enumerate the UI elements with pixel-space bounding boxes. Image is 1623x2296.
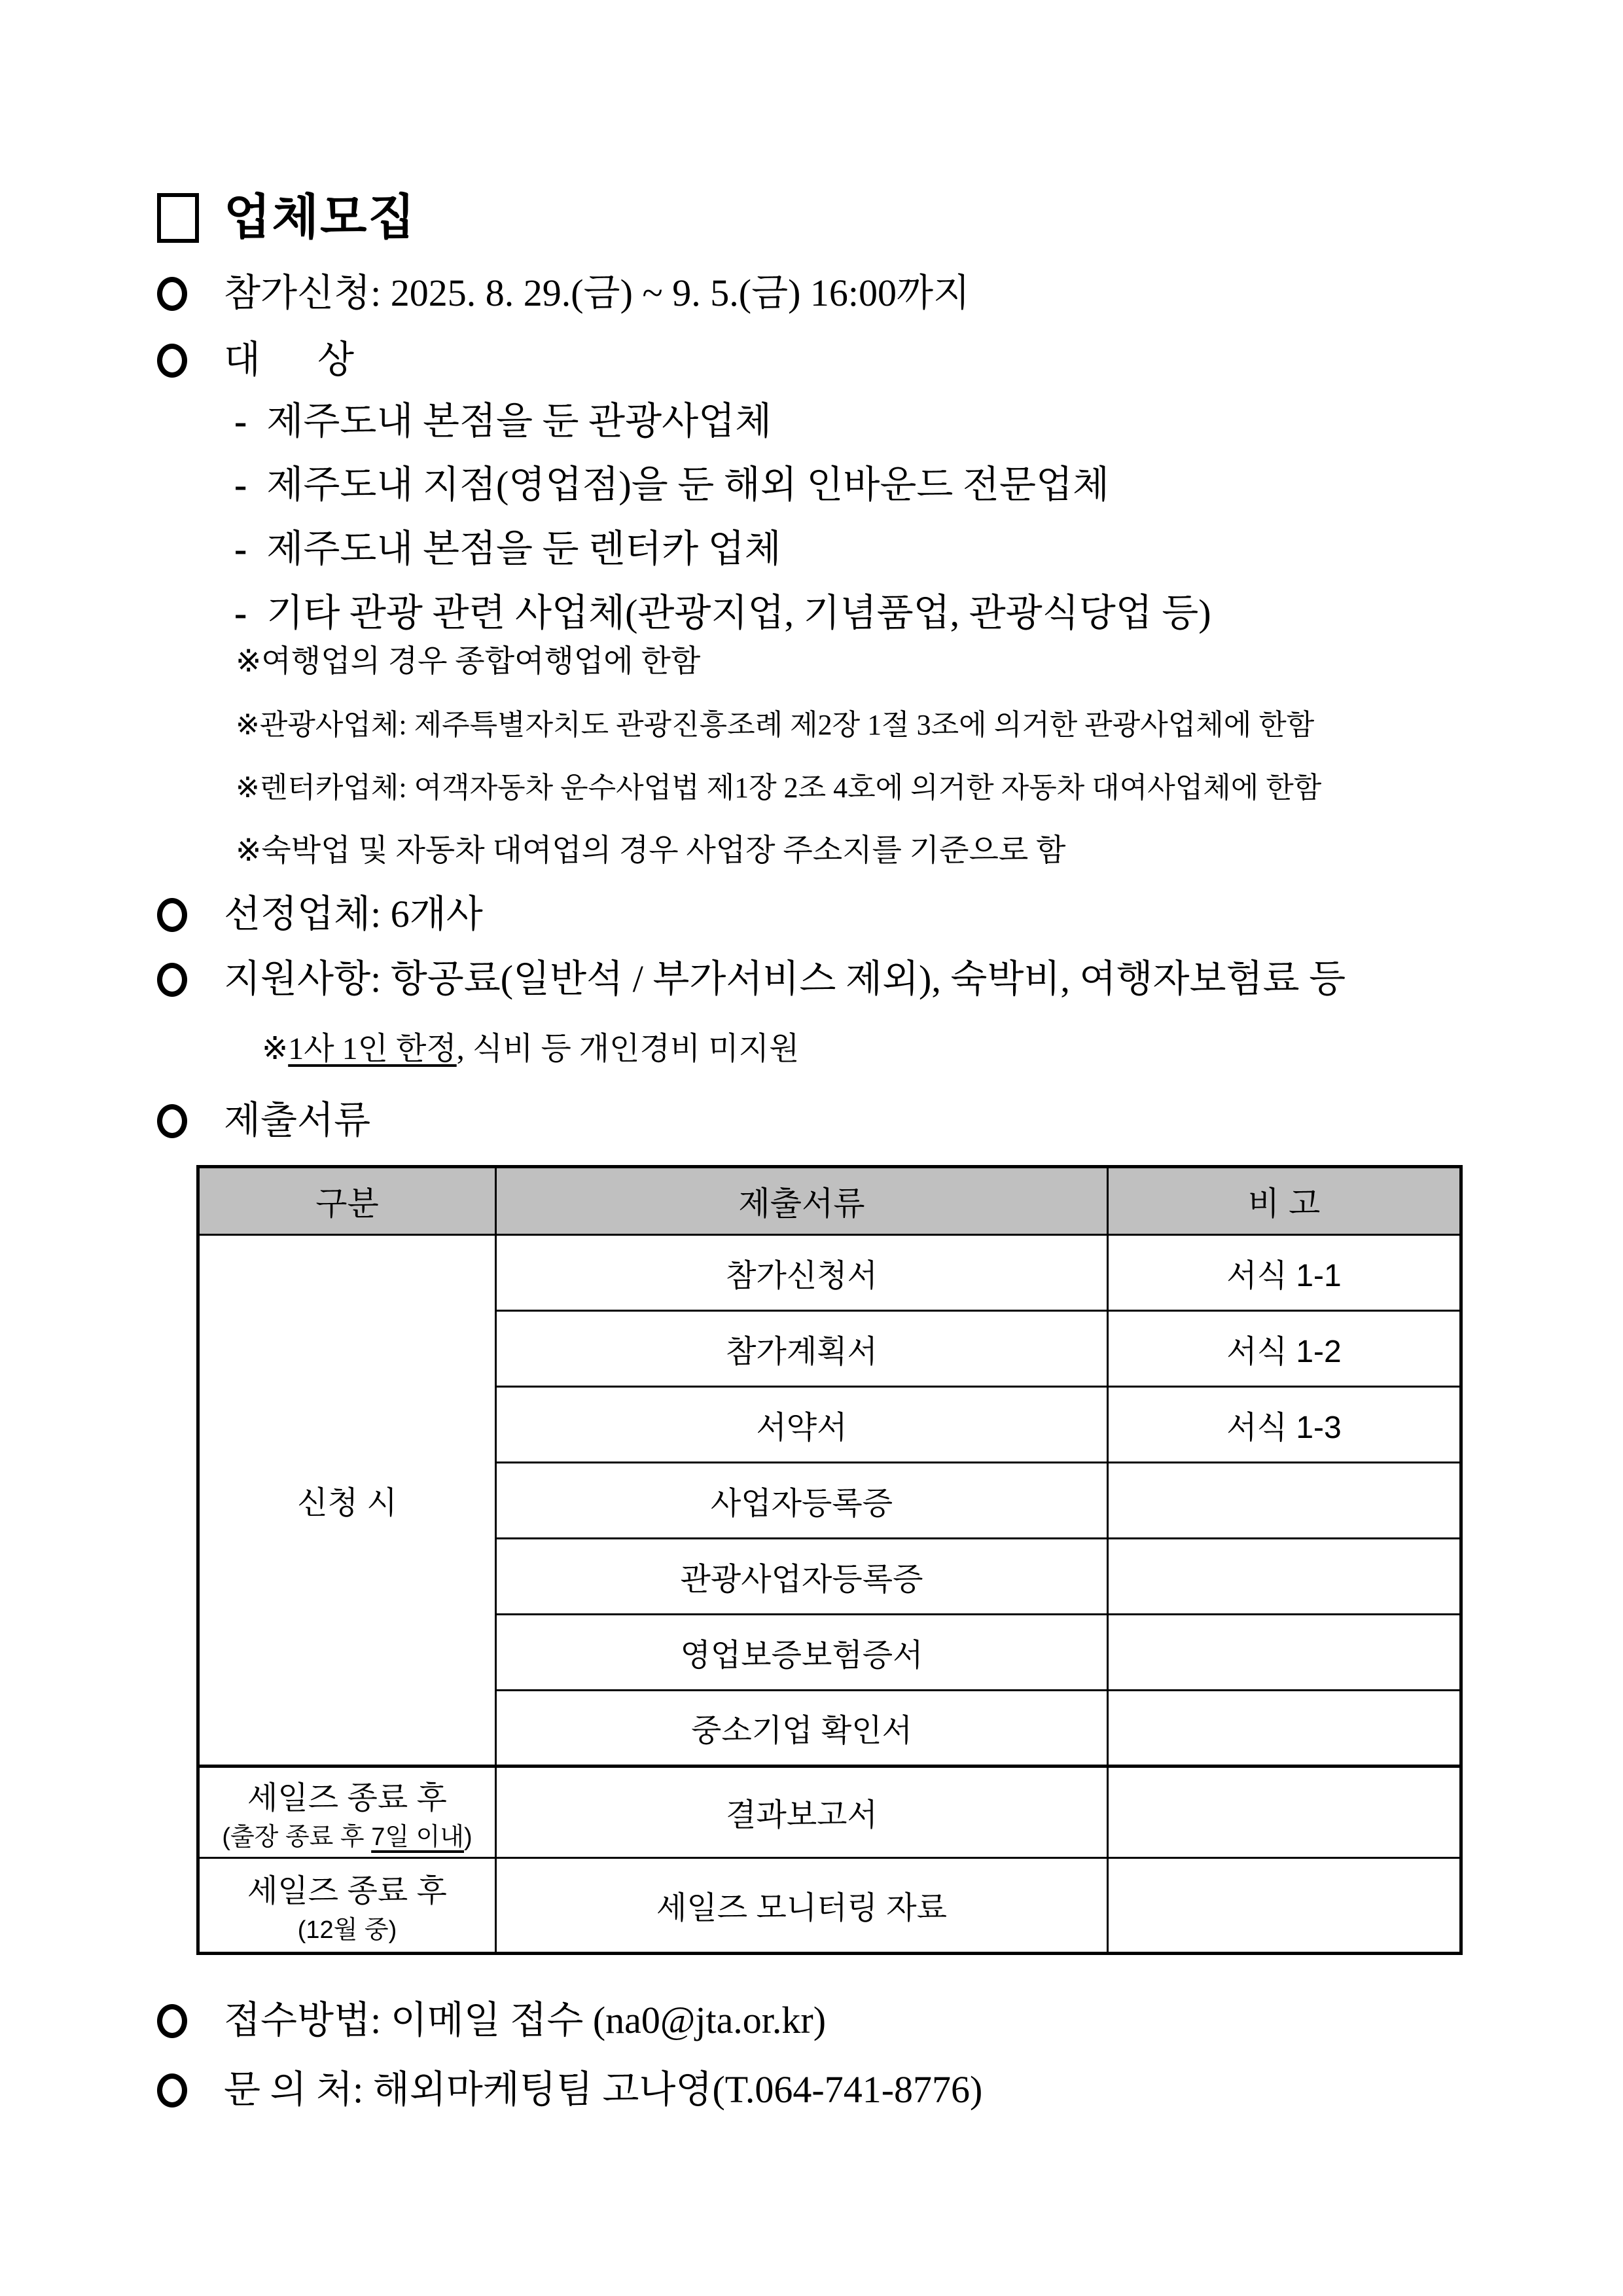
apply-period-text: 참가신청: 2025. 8. 29.(금) ~ 9. 5.(금) 16:00까지 xyxy=(224,272,971,314)
target-label-line xyxy=(157,339,1472,381)
after-sales-sub-prefix: (출장 종료 후 xyxy=(222,1823,372,1852)
target-note-text: 여행업의 경우 종합여행업에 한함 xyxy=(261,644,701,679)
target-item-text: 기타 관광 관련 사업체(관광지업, 기념품업, 관광식당업 등) xyxy=(266,591,1211,634)
table-header-documents: 제출서류 xyxy=(496,1166,1108,1234)
selected-companies-text: 선정업체: 6개사 xyxy=(224,892,483,935)
cell-note: 서식 1-2 xyxy=(1108,1310,1461,1386)
table-row-sales-monitoring xyxy=(198,1857,1461,1953)
dash-bullet-icon: - xyxy=(234,399,247,442)
reference-mark-icon: ※ xyxy=(236,770,260,804)
target-item xyxy=(157,528,1472,570)
cell-category-apply: 신청 시 xyxy=(198,1234,496,1766)
support-note-rest: , 식비 등 개인경비 미지원 xyxy=(456,1031,800,1067)
cell-document: 참가계획서 xyxy=(496,1310,1108,1386)
documents-label-text: 제출서류 xyxy=(224,1098,371,1141)
after-sales-sub-underlined: 7일 이내 xyxy=(371,1823,465,1852)
target-item xyxy=(157,401,1472,442)
submission-table xyxy=(196,1165,1463,1955)
target-item-text: 제주도내 지점(영업점)을 둔 해외 인바운드 전문업체 xyxy=(266,463,1110,507)
target-note xyxy=(157,772,1472,804)
dash-bullet-icon: - xyxy=(234,591,247,634)
target-item xyxy=(157,592,1472,634)
circle-bullet-icon xyxy=(157,1104,187,1138)
table-header-row xyxy=(198,1166,1461,1234)
reference-mark-icon: ※ xyxy=(236,832,262,869)
support-note-underlined: 1사 1인 한정 xyxy=(288,1031,457,1067)
support-note-line xyxy=(157,1031,1472,1067)
cell-note xyxy=(1108,1766,1461,1857)
target-note xyxy=(157,834,1472,869)
after-sales-sub-suffix: ) xyxy=(464,1823,473,1852)
cell-document: 참가신청서 xyxy=(496,1234,1108,1310)
circle-bullet-icon xyxy=(157,963,187,997)
circle-bullet-icon xyxy=(157,344,187,378)
support-line xyxy=(157,958,1472,1000)
submission-method-text: 접수방법: 이메일 접수 (na0@jta.or.kr) xyxy=(224,1998,827,2041)
apply-period-line xyxy=(157,272,1472,314)
cell-note: 서식 1-1 xyxy=(1108,1234,1461,1310)
circle-bullet-icon xyxy=(157,277,187,311)
target-item xyxy=(157,464,1472,506)
reference-mark-icon: ※ xyxy=(236,643,262,679)
cell-note xyxy=(1108,1614,1461,1690)
cell-document: 영업보증보험증서 xyxy=(496,1614,1108,1690)
cell-note xyxy=(1108,1690,1461,1766)
cell-document: 관광사업자등록증 xyxy=(496,1538,1108,1614)
target-note-text: 숙박업 및 자동차 대여업의 경우 사업장 주소지를 기준으로 함 xyxy=(261,833,1066,868)
after-sales-sublabel xyxy=(205,1824,490,1852)
cell-category-after-sales xyxy=(198,1766,496,1857)
circle-bullet-icon xyxy=(157,2073,187,2108)
reference-mark-icon: ※ xyxy=(262,1030,289,1067)
cell-note xyxy=(1108,1538,1461,1614)
table-header-remarks: 비 고 xyxy=(1108,1166,1461,1234)
selected-companies-line xyxy=(157,893,1472,935)
support-text: 지원사항: 항공료(일반석 / 부가서비스 제외), 숙박비, 여행자보험료 등 xyxy=(224,958,1346,1001)
target-note xyxy=(157,645,1472,679)
reference-mark-icon: ※ xyxy=(236,708,260,742)
cell-document: 세일즈 모니터링 자료 xyxy=(496,1857,1108,1953)
section-title-row xyxy=(157,190,1472,246)
documents-label-line xyxy=(157,1100,1472,1141)
checkbox-square-icon xyxy=(157,193,199,243)
cell-note xyxy=(1108,1857,1461,1953)
table-row xyxy=(198,1234,1461,1310)
cell-category-after-sales-dec xyxy=(198,1857,496,1953)
submission-method-line xyxy=(157,2000,1472,2041)
cell-note xyxy=(1108,1462,1461,1538)
circle-bullet-icon xyxy=(157,2004,187,2038)
dash-bullet-icon: - xyxy=(234,528,247,571)
page-title: 업체모집 xyxy=(224,191,416,245)
target-note-text: 렌터카업체: 여객자동차 운수사업법 제1장 2조 4호에 의거한 자동차 대여사업체에 한함 xyxy=(259,771,1322,804)
cell-document: 결과보고서 xyxy=(496,1766,1108,1857)
target-label-text: 대 상 xyxy=(224,338,355,381)
circle-bullet-icon xyxy=(157,898,187,932)
after-sales-label: 세일즈 종료 후 xyxy=(247,1781,447,1816)
cell-note: 서식 1-3 xyxy=(1108,1386,1461,1462)
contact-line xyxy=(157,2069,1472,2111)
cell-document: 서약서 xyxy=(496,1386,1108,1462)
contact-text: 문 의 처: 해외마케팅팀 고나영(T.064-741-8776) xyxy=(224,2068,983,2111)
target-note xyxy=(157,709,1472,741)
target-item-text: 제주도내 본점을 둔 렌터카 업체 xyxy=(266,528,781,571)
after-sales-label: 세일즈 종료 후 xyxy=(247,1874,447,1909)
dash-bullet-icon: - xyxy=(234,463,247,507)
cell-document: 사업자등록증 xyxy=(496,1462,1108,1538)
after-sales-sublabel: (12월 중) xyxy=(297,1916,397,1945)
cell-document: 중소기업 확인서 xyxy=(496,1690,1108,1766)
table-header-category: 구분 xyxy=(198,1166,496,1234)
target-item-text: 제주도내 본점을 둔 관광사업체 xyxy=(266,399,772,442)
table-row-after-sales-report xyxy=(198,1766,1461,1857)
target-note-text: 관광사업체: 제주특별자치도 관광진흥조례 제2장 1절 3조에 의거한 관광사업체에 한함 xyxy=(259,709,1315,742)
